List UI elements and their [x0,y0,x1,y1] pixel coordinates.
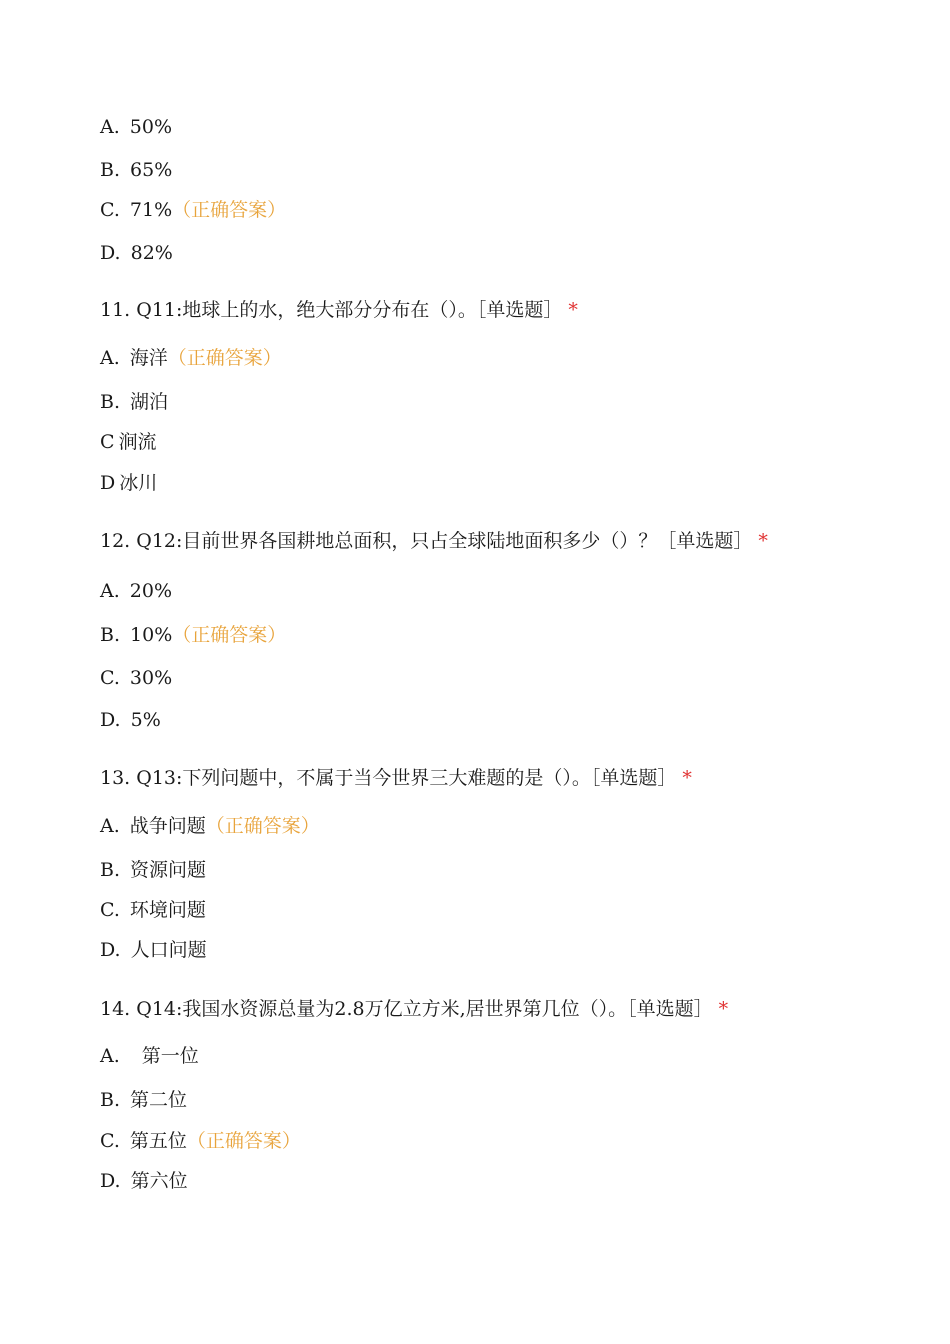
required-asterisk: * [568,299,578,321]
required-asterisk: * [758,530,768,552]
correct-answer-mark: （正确答案） [167,347,282,369]
required-asterisk: * [682,767,692,789]
required-asterisk: * [718,998,729,1020]
option-d: D. 第六位 [100,1170,188,1192]
option-a: A. 战争问题（正确答案） [100,815,320,837]
option-d: D. 82% [100,242,173,264]
option-b: B. 湖泊 [100,391,169,413]
question-13: 13. Q13:下列问题中，不属于当今世界三大难题的是（）。［单选题］ * [100,767,692,789]
option-d: D 冰川 [100,472,158,494]
option-b: B. 第二位 [100,1089,188,1111]
correct-answer-mark: （正确答案） [205,815,320,837]
option-c: C. 环境问题 [100,899,206,921]
option-a: A. 海洋（正确答案） [100,347,282,369]
option-a: A. 第一位 [100,1045,199,1067]
option-c: C. 71%（正确答案） [100,199,287,221]
option-c: C. 第五位（正确答案） [100,1130,301,1152]
correct-answer-mark: （正确答案） [172,199,287,221]
option-b: B. 10%（正确答案） [100,624,287,646]
question-12: 12. Q12:目前世界各国耕地总面积，只占全球陆地面积多少（）？［单选题］ * [100,530,768,552]
option-d: D. 5% [100,709,161,731]
option-a: A. 50% [100,116,172,138]
option-c: C 涧流 [100,431,157,453]
option-d: D. 人口问题 [100,939,207,961]
option-a: A. 20% [100,580,172,602]
option-b: B. 资源问题 [100,859,207,881]
correct-answer-mark: （正确答案） [172,624,287,646]
correct-answer-mark: （正确答案） [186,1130,301,1152]
option-c: C. 30% [100,667,173,689]
option-b: B. 65% [100,159,173,181]
question-14: 14. Q14:我国水资源总量为2.8万亿立方米,居世界第几位（）。［单选题］ * [100,998,729,1020]
question-11: 11. Q11:地球上的水，绝大部分分布在（）。［单选题］ * [100,299,578,321]
